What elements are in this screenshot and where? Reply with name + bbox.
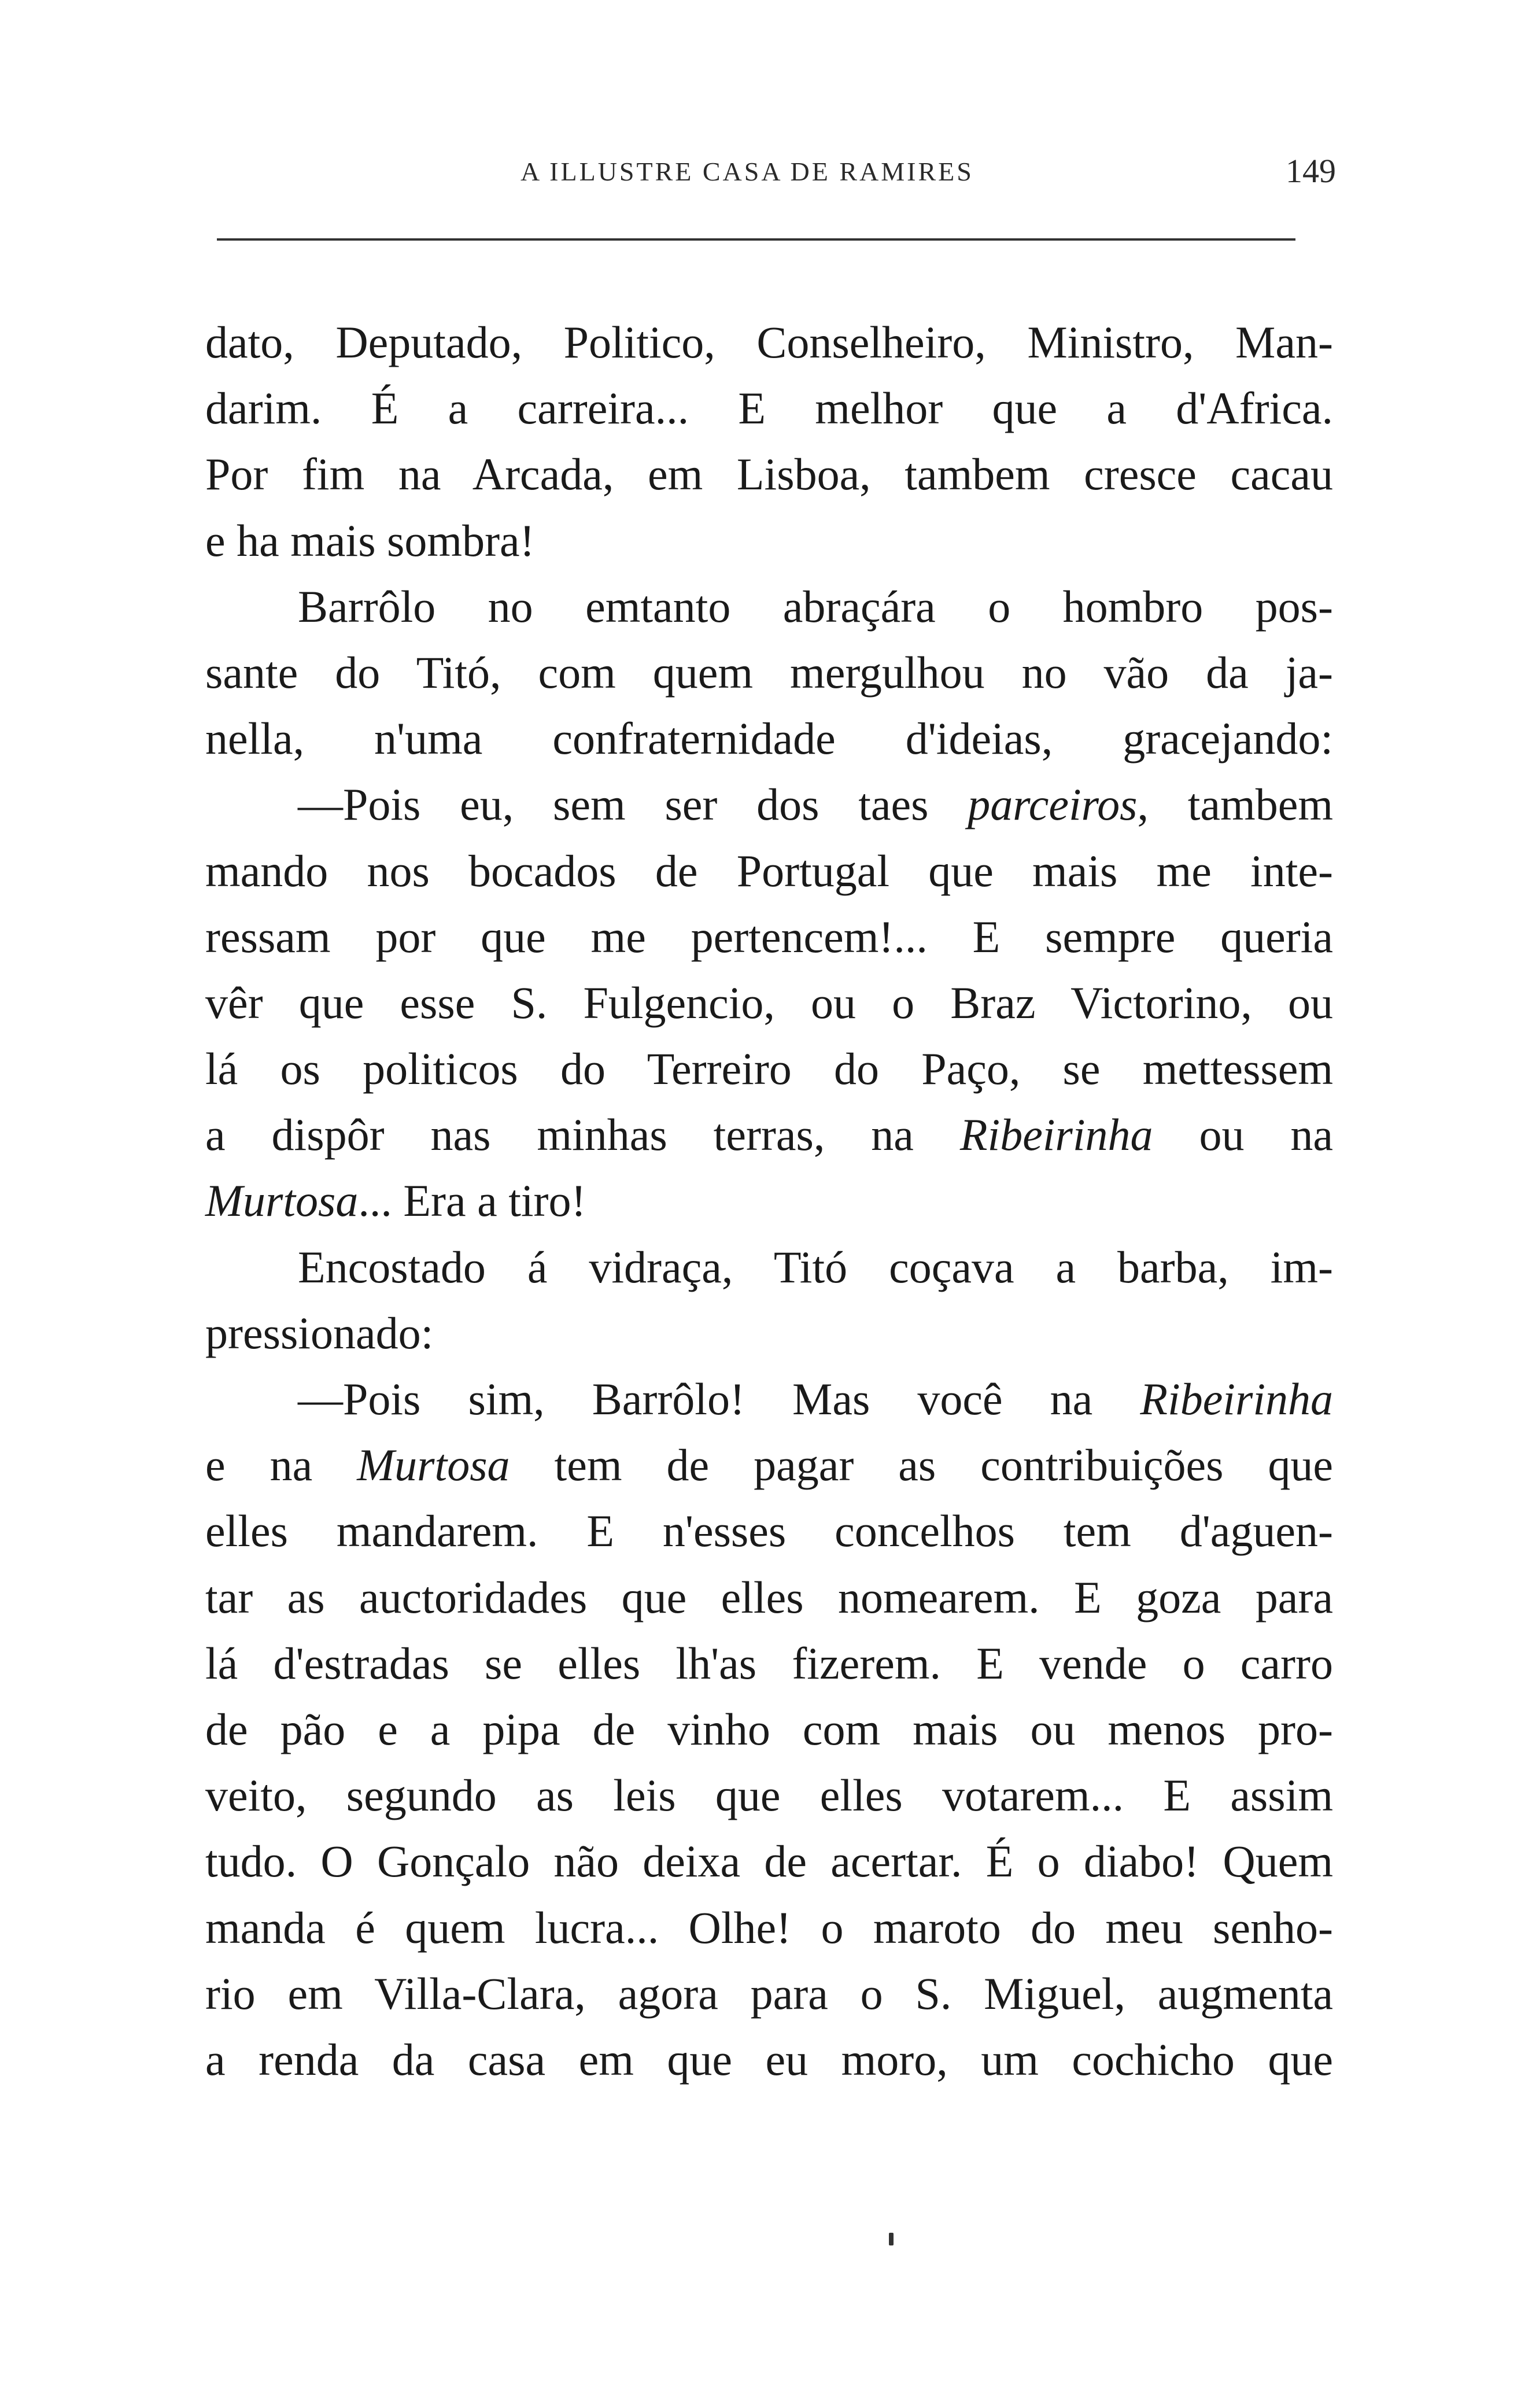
text-line xyxy=(205,1102,1333,1168)
text-line: lá d'estradas se elles lh'as fizerem. E vende o carro xyxy=(205,1638,1333,1688)
text-segment: —Pois eu, sem ser dos taes xyxy=(298,779,929,830)
signature-mark xyxy=(889,2233,894,2245)
text-line: Por fim na Arcada, em Lisboa, tambem cresce cacau xyxy=(205,449,1333,500)
text-line: de pão e a pipa de vinho com mais ou menos pro- xyxy=(205,1703,1333,1754)
text-line: darim. É a carreira... E melhor que a d'Africa. xyxy=(205,383,1333,434)
text-line xyxy=(205,1432,1333,1498)
text-line: Encostado á vidraça, Titó coçava a barba, im- xyxy=(298,1241,1333,1292)
text-line: Barrôlo no emtanto abraçára o hombro pos- xyxy=(298,581,1333,632)
running-head xyxy=(208,152,1336,197)
text-line: elles mandarem. E n'esses concelhos tem d'aguen- xyxy=(205,1506,1333,1557)
text-line: pressionado: xyxy=(205,1307,434,1358)
text-line: manda é quem lucra... Olhe! o maroto do meu senho- xyxy=(205,1902,1333,1953)
italic-word: Ribeirinha xyxy=(1140,1374,1334,1424)
text-segment: ... Era a tiro! xyxy=(358,1175,586,1226)
text-line: e ha mais sombra! xyxy=(205,515,535,566)
text-line: sante do Titó, com quem mergulhou no vão da ja- xyxy=(205,647,1333,698)
text-line: tar as auctoridades que elles nomearem. E goza para xyxy=(205,1572,1333,1622)
text-line: ressam por que me pertencem!... E sempre queria xyxy=(205,911,1333,962)
body-text xyxy=(205,309,1333,2093)
text-line: lá os politicos do Terreiro do Paço, se mettessem xyxy=(205,1043,1333,1094)
text-segment: tem de pagar as contribuições que xyxy=(554,1440,1334,1491)
text-line: rio em Villa-Clara, agora para o S. Miguel, augmenta xyxy=(205,1968,1333,2019)
text-line: vêr que esse S. Fulgencio, ou o Braz Victorino, ou xyxy=(205,977,1333,1028)
text-line xyxy=(205,772,1333,838)
text-line: nella, n'uma confraternidade d'ideias, gracejando: xyxy=(205,713,1333,764)
page-number: 149 xyxy=(1286,152,1336,190)
italic-word: Ribeirinha xyxy=(959,1109,1153,1160)
text-segment: —Pois sim, Barrôlo! Mas você na xyxy=(298,1374,1093,1424)
italic-word: Murtosa xyxy=(357,1440,510,1491)
text-segment: ou na xyxy=(1199,1109,1334,1160)
text-segment: e na xyxy=(205,1440,313,1491)
text-segment: , tambem xyxy=(1137,779,1333,830)
italic-word: Murtosa xyxy=(205,1175,359,1226)
text-line: mando nos bocados de Portugal que mais me inte- xyxy=(205,845,1333,896)
text-line xyxy=(205,1168,1333,1234)
italic-word: parceiros xyxy=(968,779,1138,830)
text-line: veito, segundo as leis que elles votarem... E assim xyxy=(205,1770,1333,1821)
text-line: dato, Deputado, Politico, Conselheiro, Ministro, Man- xyxy=(205,317,1333,367)
header-rule xyxy=(217,238,1295,241)
running-title: A ILLUSTRE CASA DE RAMIRES xyxy=(520,157,974,186)
text-line: a renda da casa em que eu moro, um cochicho que xyxy=(205,2034,1333,2085)
text-segment: a dispôr nas minhas terras, na xyxy=(205,1109,914,1160)
text-line: tudo. O Gonçalo não deixa de acertar. É o diabo! Quem xyxy=(205,1836,1333,1887)
text-line xyxy=(205,1366,1333,1432)
